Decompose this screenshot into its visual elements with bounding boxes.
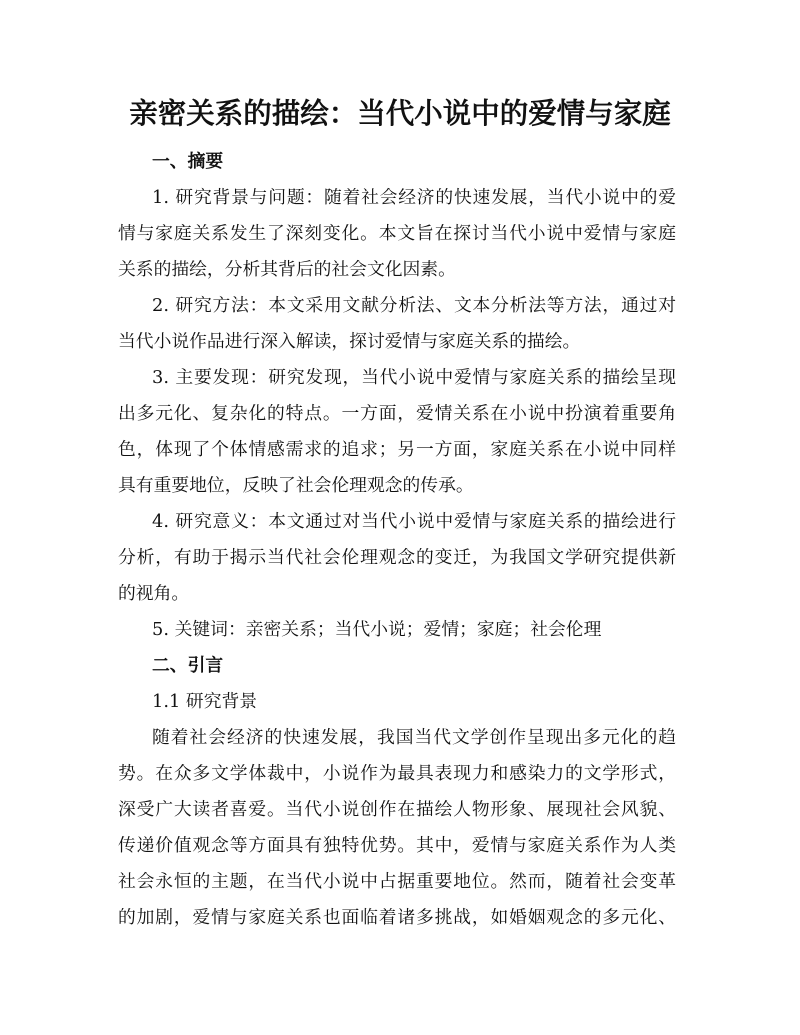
keywords-item	[118, 612, 676, 648]
introduction-section	[118, 648, 676, 936]
text-line: 2. 研究方法：本文采用文献分析法、文本分析法等方法，通过对	[152, 295, 676, 316]
text-line: 传递价值观念等方面具有独特优势。其中，爱情与家庭关系作为人类	[118, 835, 676, 856]
abstract-item	[118, 360, 676, 504]
text-line: 3. 主要发现：研究发现，当代小说中爱情与家庭关系的描绘呈现	[152, 367, 676, 388]
document-title: 亲密关系的描绘：当代小说中的爱情与家庭	[129, 96, 671, 130]
subsection-heading: 1.1 研究背景	[152, 691, 258, 712]
abstract-item	[118, 180, 676, 288]
abstract-item	[118, 288, 676, 360]
abstract-section	[118, 144, 676, 648]
text-line: 4. 研究意义：本文通过对当代小说中爱情与家庭关系的描绘进行	[152, 511, 676, 532]
text-line: 当代小说作品进行深入解读，探讨爱情与家庭关系的描绘。	[118, 331, 581, 352]
document-body	[118, 144, 676, 936]
text-line: 具有重要地位，反映了社会伦理观念的传承。	[118, 475, 474, 496]
text-line: 5. 关键词：亲密关系；当代小说；爱情；家庭；社会伦理	[152, 619, 602, 640]
text-line: 的视角。	[118, 583, 190, 604]
text-line: 社会永恒的主题，在当代小说中占据重要地位。然而，随着社会变革	[118, 871, 676, 892]
text-line: 1. 研究背景与问题：随着社会经济的快速发展，当代小说中的爱	[152, 187, 676, 208]
paragraph	[118, 720, 676, 936]
text-line: 的加剧，爱情与家庭关系也面临着诸多挑战，如婚姻观念的多元化、	[118, 907, 676, 928]
text-line: 情与家庭关系发生了深刻变化。本文旨在探讨当代小说中爱情与家庭	[118, 223, 676, 244]
text-line: 色，体现了个体情感需求的追求；另一方面，家庭关系在小说中同样	[118, 439, 676, 460]
abstract-item	[118, 504, 676, 612]
text-line: 出多元化、复杂化的特点。一方面，爱情关系在小说中扮演着重要角	[118, 403, 676, 424]
text-line: 深受广大读者喜爱。当代小说创作在描绘人物形象、展现社会风貌、	[118, 799, 676, 820]
text-line: 关系的描绘，分析其背后的社会文化因素。	[118, 259, 456, 280]
text-line: 分析，有助于揭示当代社会伦理观念的变迁，为我国文学研究提供新	[118, 547, 676, 568]
text-line: 势。在众多文学体裁中，小说作为最具表现力和感染力的文学形式，	[118, 763, 676, 784]
text-line: 随着社会经济的快速发展，我国当代文学创作呈现出多元化的趋	[152, 727, 676, 748]
section-heading: 二、引言	[152, 655, 224, 676]
section-heading: 一、摘要	[152, 151, 224, 172]
